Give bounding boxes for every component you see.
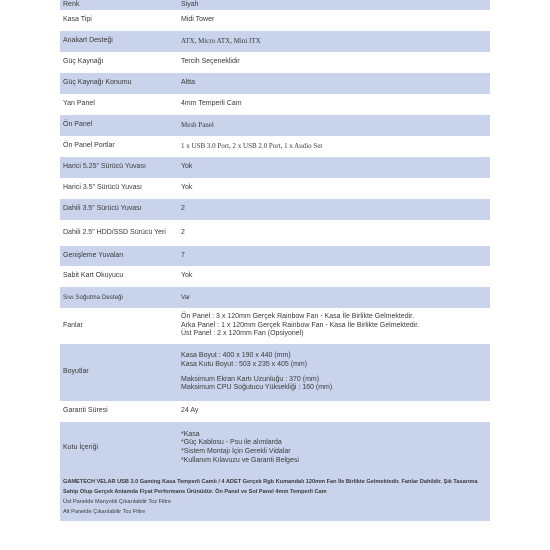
spec-row-fanlar (60, 308, 490, 344)
box-item: *Kullanım Kılavuzu ve Garanti Belgesi (181, 456, 299, 464)
spec-sheet (60, 0, 490, 550)
spec-row-kutu (60, 422, 490, 474)
spec-row-kasa-tipi (60, 10, 490, 31)
spec-key: Ön Panel Portlar (60, 136, 178, 157)
size-line: Maksimum CPU Soğutucu Yüksekliği : 160 (mm) (181, 384, 333, 392)
spec-key: Sıvı Soğutma Desteği (60, 287, 178, 308)
spec-value: Siyah (178, 0, 490, 10)
spec-row-genisleme (60, 246, 490, 266)
spec-key: Sabit Kart Okuyucu (60, 266, 178, 287)
fan-line: Üst Panel : 2 x 120mm Fan (Opsiyonel) (181, 330, 304, 338)
spec-key: Kutu İçeriği (60, 422, 178, 474)
spec-row-renk (60, 0, 490, 10)
spec-row-yan-panel (60, 94, 490, 115)
spec-value: 2 (178, 220, 490, 246)
spec-value: ATX, Micro ATX, Mini ITX (178, 31, 490, 52)
spec-row-garanti (60, 401, 490, 422)
spec-table (60, 0, 490, 474)
size-line: Kasa Kutu Boyut : 503 x 235 x 405 (mm) (181, 360, 308, 368)
product-description: GAMETECH VELAR USB 3.0 Gaming Kasa Temperli Camlı / 4 ADET Gerçek Rgb Kumandalı 120mm Fan İle Birlikte Gelmektedir. Fanlar Dahildir. Şık Tasarıma Sahip Olup Gerçek Anlamda Fiyat Performans Ürünüdür. Ön Panel ve Sol Panel 4mm Temperli Cam (63, 479, 478, 495)
spec-value: Mesh Panel (178, 115, 490, 136)
spec-key: Renk (60, 0, 178, 10)
spec-value (178, 308, 490, 344)
spec-key: Kasa Tipi (60, 10, 178, 31)
spec-key: Güç Kaynağı Konumu (60, 73, 178, 94)
filter-note-top: Üst Panelde Manyotik Çıkarılabilir Toz Filtre (63, 499, 172, 505)
spec-value: 4mm Temperli Cam (178, 94, 490, 115)
spec-row-anakart (60, 31, 490, 52)
spec-key: Harici 3.5" Sürücü Yuvası (60, 178, 178, 199)
spec-row-dahili-35 (60, 199, 490, 220)
size-line: Maksimum Ekran Kartı Uzunluğu : 370 (mm) (181, 375, 320, 383)
spec-row-harici-525 (60, 157, 490, 178)
product-notes (60, 474, 490, 521)
spec-key: Ön Panel (60, 115, 178, 136)
spec-key: Dahili 3.5" Sürücü Yuvası (60, 199, 178, 220)
box-item: *Sistem Montajı İçin Gerekli Vidalar (181, 448, 291, 455)
spec-value: Tercih Seçeneklidir (178, 52, 490, 73)
spec-key: Dahili 2.5" HDD/SSD Sürücü Yeri (60, 220, 178, 246)
spec-row-sivi (60, 287, 490, 308)
spec-value (178, 422, 490, 474)
size-line: Kasa Boyut : 400 x 190 x 440 (mm) (181, 352, 291, 359)
fan-line: Ön Panel : 3 x 120mm Gerçek Rainbow Fan - Kasa İle Birlikte Gelmektedir. (181, 312, 415, 320)
fan-line: Arka Panel : 1 x 120mm Gerçek Rainbow Fan - Kasa İle Birlikte Gelmektedir. (181, 321, 420, 329)
spec-key: Boyutlar (60, 344, 178, 401)
spec-row-harici-35 (60, 178, 490, 199)
spec-key: Genişleme Yuvaları (60, 246, 178, 266)
spec-row-guc (60, 52, 490, 73)
spec-value: 2 (178, 199, 490, 220)
box-item: *Kasa (181, 430, 200, 438)
spec-key: Anakart Desteği (60, 31, 178, 52)
spec-row-on-panel-port (60, 136, 490, 157)
spec-key: Güç Kaynağı (60, 52, 178, 73)
spec-key: Garanti Süresi (60, 401, 178, 422)
spec-row-guc-konum (60, 73, 490, 94)
spec-key: Harici 5.25" Sürücü Yuvası (60, 157, 178, 178)
spec-value: Var (178, 287, 490, 308)
spec-row-dahili-25 (60, 220, 490, 246)
spec-value: Yok (178, 178, 490, 199)
spec-value: Midi Tower (178, 10, 490, 31)
spec-value: Yok (178, 266, 490, 287)
spec-value: 1 x USB 3.0 Port, 2 x USB 2.0 Port, 1 x Audio Set (178, 136, 490, 157)
spec-value (178, 344, 490, 401)
spec-key: Fanlar (60, 308, 178, 344)
spec-value: Altta (178, 73, 490, 94)
spec-row-boyutlar (60, 344, 490, 401)
spec-row-sabit-kart (60, 266, 490, 287)
filter-note-bottom: Alt Panelde Çıkarılabilir Toz Filtre (63, 509, 146, 515)
spec-key: Yan Panel (60, 94, 178, 115)
spec-value: 24 Ay (178, 401, 490, 422)
spec-value: 7 (178, 246, 490, 266)
box-item: *Güç Kablosu - Psu ile alımlarda (181, 439, 282, 447)
spec-row-on-panel (60, 115, 490, 136)
spec-value: Yok (178, 157, 490, 178)
